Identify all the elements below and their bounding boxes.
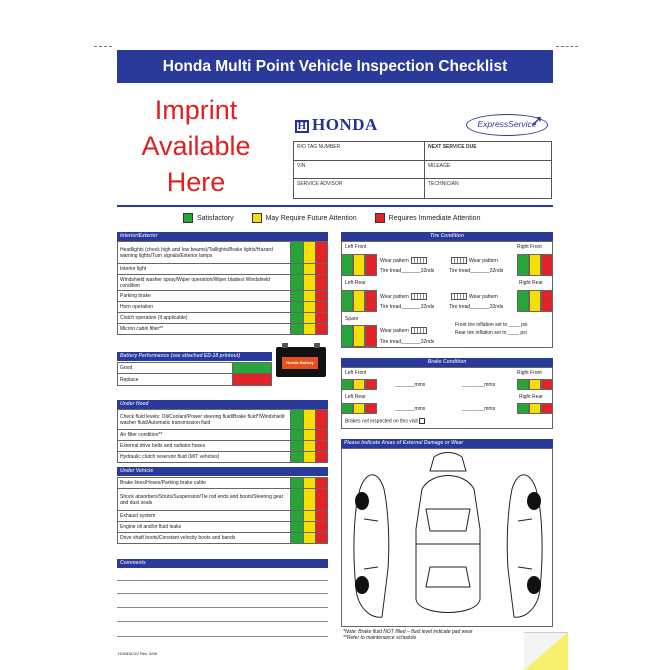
future-attention-check[interactable]	[303, 430, 315, 441]
checklist-row	[118, 489, 328, 511]
legend-satisfactory	[183, 213, 234, 223]
tire-tread-rr: Tire tread_______32nds	[449, 304, 504, 310]
tread-pattern-icon[interactable]	[411, 293, 427, 300]
future-attention-check[interactable]	[303, 302, 315, 313]
tire-tread-spare: Tire tread_______32nds	[380, 339, 435, 345]
red-swatch	[375, 213, 385, 223]
tread-pattern-icon[interactable]	[411, 257, 427, 264]
footnote-maintenance: **Refer to maintenance schedule	[343, 635, 417, 641]
future-attention-check[interactable]	[303, 478, 315, 489]
brake-mm-lf[interactable]: _______mms	[395, 382, 426, 388]
tread-label: Tire tread	[380, 268, 402, 274]
tread-unit: 32nds	[489, 268, 504, 274]
checklist-row	[118, 533, 328, 544]
wear-pattern-label: Wear pattern	[469, 257, 498, 264]
future-attention-check[interactable]	[303, 511, 315, 522]
brake-mm-lr[interactable]: _______mms	[395, 406, 426, 412]
future-attention-check[interactable]	[303, 291, 315, 302]
express-service-logo: ExpressService	[466, 114, 548, 136]
checklist-item-label: External drive belts and radiator hoses	[118, 441, 291, 452]
immediate-attention-check[interactable]	[315, 533, 327, 544]
vin-field[interactable]: VIN	[294, 161, 425, 180]
checklist-item-label: Hydraulic clutch reservoir fluid (M/T vehicles)	[118, 452, 291, 463]
damage-header: Please Indicate Areas of External Damage or Wear	[341, 439, 553, 448]
brake-rf-status[interactable]	[517, 379, 553, 390]
technician-field[interactable]: TECHNICIAN	[428, 181, 459, 188]
immediate-attention-check[interactable]	[541, 290, 553, 312]
satisfactory-check[interactable]	[341, 325, 353, 347]
future-attention-check[interactable]	[529, 379, 541, 390]
tread-unit: 32nds	[489, 304, 504, 310]
service-advisor-field[interactable]: SERVICE ADVISOR	[294, 179, 425, 198]
satisfactory-check[interactable]	[517, 290, 529, 312]
brake-lr-status[interactable]	[341, 403, 377, 414]
honda-logo	[295, 115, 378, 135]
under-vehicle-header: Under Vehicle	[117, 467, 328, 476]
future-attention-check[interactable]	[303, 489, 315, 511]
page-title: Honda Multi Point Vehicle Inspection Checklist	[117, 50, 553, 83]
checklist-row	[118, 302, 328, 313]
runner-icon: ➚	[530, 113, 544, 130]
checklist-item-label: Headlights (check high and low beams)/Taillights/Brake lights/Hazard warning lights/Turn signals/Exterior lamps	[118, 242, 291, 264]
imprint-line-3: Here	[166, 167, 226, 197]
checklist-item-label: Replace	[118, 374, 233, 386]
battery-image	[276, 347, 326, 377]
tread-pattern-icon[interactable]	[451, 257, 467, 264]
checklist-row	[118, 275, 328, 291]
future-attention-check[interactable]	[303, 441, 315, 452]
perforation-right	[556, 46, 578, 47]
comments-line[interactable]	[117, 593, 328, 594]
interior-exterior-header: Interior/Exterior	[117, 232, 328, 241]
wear-pattern-label: Wear pattern	[469, 293, 498, 300]
tread-label: Tire tread	[449, 268, 471, 274]
satisfactory-check[interactable]	[291, 430, 303, 441]
immediate-attention-check[interactable]	[315, 275, 327, 291]
legend-label: May Require Future Attention	[265, 214, 357, 222]
checklist-item-label: Brake lines/Hoses/Parking brake cable	[118, 478, 291, 489]
legend-label: Satisfactory	[197, 214, 234, 222]
checklist-item-label: Parking brake	[118, 291, 291, 302]
checklist-item-label: Drive shaft boots/Constant velocity boots and bands	[118, 533, 291, 544]
tread-unit: 32nds	[420, 268, 435, 274]
checklist-item-label: Interior light	[118, 264, 291, 275]
satisfactory-check[interactable]	[291, 324, 303, 335]
immediate-attention-check[interactable]	[365, 254, 377, 276]
brake-right-rear: Right Rear	[519, 394, 543, 400]
satisfactory-check[interactable]	[291, 302, 303, 313]
brake-left-front: Left Front	[345, 370, 367, 376]
battery-post	[282, 343, 288, 348]
satisfactory-check[interactable]	[517, 403, 529, 414]
tire-spare-status[interactable]	[341, 325, 377, 347]
under-hood-header: Under Hood	[117, 400, 328, 409]
tread-label: Tire tread	[380, 339, 402, 345]
wear-pattern-lf	[380, 257, 429, 264]
satisfactory-check[interactable]	[291, 264, 303, 275]
brake-rr-status[interactable]	[517, 403, 553, 414]
comments-line[interactable]	[117, 580, 328, 581]
future-attention-check[interactable]	[303, 522, 315, 533]
future-attention-check[interactable]	[303, 410, 315, 430]
brakes-not-inspected	[345, 418, 425, 424]
wear-pattern-lr	[380, 293, 429, 300]
wear-pattern-rf	[449, 257, 498, 264]
immediate-attention-check[interactable]	[315, 291, 327, 302]
tire-left-rear: Left Rear	[345, 280, 366, 286]
tire-right-front: Right Front	[517, 244, 542, 250]
tire-right-rear: Right Rear	[519, 280, 543, 286]
checklist-item-label: Check fluid levels: Oil/Coolant/Power steering fluid/Brake fluid*/Windshield washer fluid/Automatic transmission fluid	[118, 410, 291, 430]
checklist-item-label: Good	[118, 363, 233, 374]
immediate-attention-check[interactable]	[315, 430, 327, 441]
tire-left-front: Left Front	[345, 244, 367, 250]
satisfactory-check[interactable]	[291, 533, 303, 544]
immediate-attention-check[interactable]	[315, 264, 327, 275]
future-attention-check[interactable]	[353, 403, 365, 414]
divider	[117, 205, 553, 207]
immediate-attention-check[interactable]	[315, 441, 327, 452]
future-attention-check[interactable]	[303, 264, 315, 275]
checklist-row	[118, 511, 328, 522]
tread-unit: 32nds	[420, 339, 435, 345]
checklist-row	[118, 363, 272, 374]
vehicle-diagram-box	[341, 448, 553, 627]
imprint-placeholder	[123, 92, 269, 200]
tire-tread-rf: Tire tread_______32nds	[449, 268, 504, 274]
checklist-row	[118, 374, 272, 386]
immediate-attention-check[interactable]	[541, 379, 553, 390]
immediate-attention-check[interactable]	[541, 254, 553, 276]
satisfactory-check[interactable]	[232, 363, 271, 374]
immediate-attention-check[interactable]	[541, 403, 553, 414]
yellow-swatch	[252, 213, 262, 223]
satisfactory-check[interactable]	[517, 379, 529, 390]
brake-condition-header: Brake Condition	[341, 358, 553, 367]
tread-unit: 32nds	[420, 304, 435, 310]
tread-pattern-icon[interactable]	[451, 293, 467, 300]
legend-label: Requires Immediate Attention	[388, 214, 481, 222]
satisfactory-check[interactable]	[291, 410, 303, 430]
checklist-item-label: Horn operation	[118, 302, 291, 313]
mileage-field[interactable]: MILEAGE	[425, 161, 551, 180]
comments-line[interactable]	[117, 607, 328, 608]
wear-pattern-spare	[380, 327, 429, 334]
battery-header: Battery Performance (see attached ED-18 printout)	[117, 352, 272, 361]
perforation-left	[94, 46, 112, 47]
satisfactory-check[interactable]	[291, 489, 303, 511]
immediate-attention-check[interactable]	[365, 379, 377, 390]
brake-lf-status[interactable]	[341, 379, 377, 390]
checklist-row	[118, 410, 328, 430]
checklist-row	[118, 264, 328, 275]
future-attention-check[interactable]	[303, 275, 315, 291]
checklist-item-label: Air filter condition**	[118, 430, 291, 441]
mms-label: mms	[484, 382, 496, 388]
footnote-brake-fluid: *Note: Brake fluid NOT filled – fluid level indicate pad wear	[343, 629, 473, 635]
satisfactory-check[interactable]	[341, 290, 353, 312]
brake-left-rear: Left Rear	[345, 394, 366, 400]
future-attention-check[interactable]	[529, 290, 541, 312]
form-code: HONDA DV Rev. 3/08	[118, 651, 157, 656]
footnotes	[343, 629, 473, 641]
future-attention-check[interactable]	[529, 403, 541, 414]
checklist-row	[118, 324, 328, 335]
future-attention-check[interactable]	[353, 379, 365, 390]
battery-table	[117, 362, 272, 386]
immediate-attention-check[interactable]	[315, 324, 327, 335]
immediate-attention-check[interactable]	[232, 374, 271, 386]
checklist-row	[118, 313, 328, 324]
front-inflation[interactable]: Front tire inflation set to ____ psi	[455, 322, 528, 328]
next-service-field[interactable]: NEXT SERVICE DUE	[425, 142, 551, 161]
green-swatch	[183, 213, 193, 223]
tire-lf-status[interactable]	[341, 254, 377, 276]
satisfactory-check[interactable]	[291, 452, 303, 463]
satisfactory-check[interactable]	[291, 522, 303, 533]
tread-label: Tire tread	[449, 304, 471, 310]
checklist-row	[118, 478, 328, 489]
immediate-attention-check[interactable]	[315, 522, 327, 533]
battery-label: Honda Battery	[282, 357, 318, 369]
satisfactory-check[interactable]	[291, 275, 303, 291]
checklist-row	[118, 430, 328, 441]
future-attention-check[interactable]	[303, 533, 315, 544]
immediate-attention-check[interactable]	[365, 290, 377, 312]
interior-exterior-table	[117, 241, 328, 335]
satisfactory-check[interactable]	[291, 291, 303, 302]
future-attention-check[interactable]	[353, 290, 365, 312]
future-attention-check[interactable]	[353, 254, 365, 276]
satisfactory-check[interactable]	[341, 254, 353, 276]
checklist-item-label: Micron cabin filter**	[118, 324, 291, 335]
under-vehicle-table	[117, 477, 328, 544]
immediate-attention-check[interactable]	[315, 242, 327, 264]
checklist-row	[118, 291, 328, 302]
future-attention-check[interactable]	[303, 324, 315, 335]
future-attention-check[interactable]	[303, 313, 315, 324]
immediate-attention-check[interactable]	[365, 325, 377, 347]
tire-rr-status[interactable]	[517, 290, 553, 312]
tire-tread-lf: Tire tread_______32nds	[380, 268, 435, 274]
legend-future	[252, 213, 357, 223]
satisfactory-check[interactable]	[517, 254, 529, 276]
future-attention-check[interactable]	[529, 254, 541, 276]
immediate-attention-check[interactable]	[315, 302, 327, 313]
checklist-item-label: Clutch operation (if applicable)	[118, 313, 291, 324]
checklist-row	[118, 522, 328, 533]
legend-immediate	[375, 213, 481, 223]
imprint-line-2: Available	[141, 131, 251, 161]
satisfactory-check[interactable]	[291, 478, 303, 489]
checklist-item-label: Windshield washer spray/Wiper operation/Wiper blades/ Windshield condition	[118, 275, 291, 291]
immediate-attention-check[interactable]	[315, 313, 327, 324]
satisfactory-check[interactable]	[291, 511, 303, 522]
ro-tag-field[interactable]: R/O TAG NUMBER	[294, 142, 425, 161]
checklist-row	[118, 441, 328, 452]
tire-spare: Spare	[345, 316, 359, 322]
imprint-line-1: Imprint	[154, 95, 238, 125]
immediate-attention-check[interactable]	[365, 403, 377, 414]
brake-right-front: Right Front	[517, 370, 542, 376]
tire-lr-status[interactable]	[341, 290, 377, 312]
checklist-item-label: Exhaust system	[118, 511, 291, 522]
not-inspected-label: Brakes not inspected on this visit	[345, 418, 418, 425]
battery-post	[314, 343, 320, 348]
honda-wordmark: HONDA	[312, 115, 378, 134]
future-attention-check[interactable]	[303, 452, 315, 463]
mms-label: mms	[484, 406, 496, 412]
vehicle-diagram[interactable]	[342, 449, 554, 628]
tread-pattern-icon[interactable]	[411, 327, 427, 334]
immediate-attention-check[interactable]	[315, 511, 327, 522]
comments-line[interactable]	[117, 621, 328, 622]
wear-pattern-label: Wear pattern	[380, 293, 409, 300]
satisfactory-check[interactable]	[291, 242, 303, 264]
checklist-item-label: Engine oil and/or fluid leaks	[118, 522, 291, 533]
tire-tread-lr: Tire tread_______32nds	[380, 304, 435, 310]
future-attention-check[interactable]	[303, 242, 315, 264]
immediate-attention-check[interactable]	[315, 452, 327, 463]
rear-inflation[interactable]: Rear tire inflation set to ____ psi	[455, 330, 527, 336]
immediate-attention-check[interactable]	[315, 410, 327, 430]
brake-mm-rf[interactable]: ________mms	[462, 382, 496, 388]
comments-header: Comments	[117, 559, 328, 568]
mms-label: mms	[414, 406, 426, 412]
immediate-attention-check[interactable]	[315, 478, 327, 489]
service-info-grid	[293, 141, 552, 199]
wear-pattern-rr	[449, 293, 498, 300]
immediate-attention-check[interactable]	[315, 489, 327, 511]
satisfactory-check[interactable]	[341, 379, 353, 390]
satisfactory-check[interactable]	[341, 403, 353, 414]
mms-label: mms	[414, 382, 426, 388]
checklist-item-label: Shock absorbers/Struts/Suspension/Tie rod ends and boots/Steering gear and dust seals	[118, 489, 291, 511]
tread-label: Tire tread	[380, 304, 402, 310]
tire-condition-header: Tire Condition	[341, 232, 553, 241]
status-legend	[183, 213, 498, 223]
not-inspected-checkbox[interactable]	[419, 418, 425, 424]
wear-pattern-label: Wear pattern	[380, 327, 409, 334]
wear-pattern-label: Wear pattern	[380, 257, 409, 264]
satisfactory-check[interactable]	[291, 313, 303, 324]
satisfactory-check[interactable]	[291, 441, 303, 452]
honda-h-icon: H	[295, 120, 309, 133]
checklist-row	[118, 242, 328, 264]
checklist-row	[118, 452, 328, 463]
comments-line[interactable]	[117, 636, 328, 637]
future-attention-check[interactable]	[353, 325, 365, 347]
under-hood-table	[117, 409, 328, 463]
tire-rf-status[interactable]	[517, 254, 553, 276]
brake-mm-rr[interactable]: ________mms	[462, 406, 496, 412]
